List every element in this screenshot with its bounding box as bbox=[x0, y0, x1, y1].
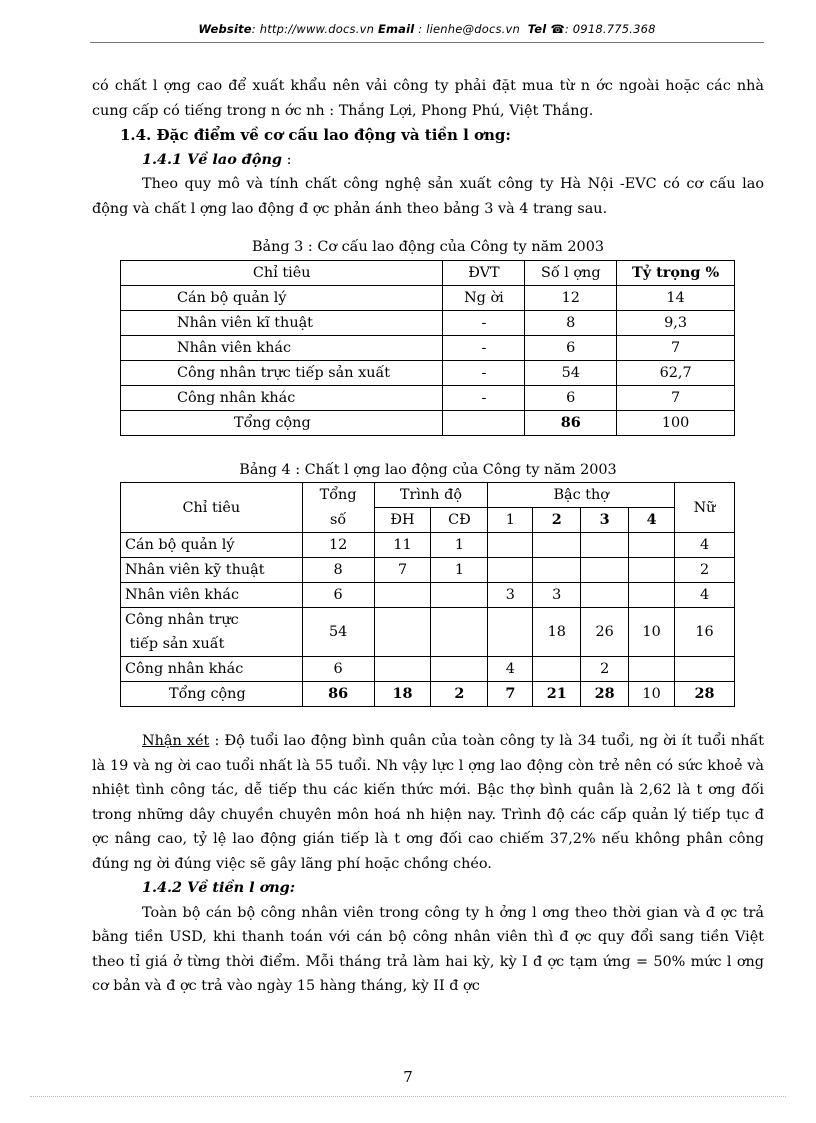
table-cell: Tổng cộng bbox=[121, 682, 303, 707]
table-cell: Nhân viên khác bbox=[121, 335, 443, 360]
table-row bbox=[121, 335, 735, 360]
table-cell bbox=[533, 533, 581, 558]
table-cell: 6 bbox=[525, 335, 617, 360]
section-heading-1-4: 1.4. Đặc điểm về cơ cấu lao động và tiền l ơng: bbox=[120, 126, 511, 144]
table-cell bbox=[581, 533, 629, 558]
table-cell bbox=[533, 657, 581, 682]
table-cell: Cán bộ quản lý bbox=[121, 533, 303, 558]
table-cell: 3 bbox=[488, 583, 533, 608]
table3-caption: Bảng 3 : Cơ cấu lao động của Công ty năm 2003 bbox=[251, 239, 605, 255]
table-header-cell: 3 bbox=[581, 508, 629, 533]
table-header-cell: ĐH bbox=[374, 508, 431, 533]
table-cell: 2 bbox=[581, 657, 629, 682]
table-cell: 86 bbox=[302, 682, 374, 707]
table-header-row bbox=[121, 260, 735, 285]
website-value: : http://www.docs.vn bbox=[251, 22, 375, 36]
table-cell: Công nhân khác bbox=[121, 385, 443, 410]
table-header-cell: Bậc thợ bbox=[488, 483, 675, 508]
table-cell bbox=[431, 608, 488, 657]
table-cell: 7 bbox=[374, 558, 431, 583]
paragraph-3: Toàn bộ cán bộ công nhân viên trong công ty h ởng l ơng theo thời gian và đ ợc trả bằng tiền USD, khi thanh toán với cán bộ công nhân viên thì đ ợc quy đổi sang tiền Việt theo tỉ giá ở từng thời điểm. Mỗi tháng trả làm hai kỳ, kỳ I đ ợc tạm ứng = 50% mức l ơng cơ bản và đ ợc trả vào ngày 15 hàng tháng, kỳ II đ ợc bbox=[92, 904, 764, 994]
table-cell: Công nhân trực tiếp sản xuất bbox=[121, 360, 443, 385]
table-cell: 28 bbox=[675, 682, 735, 707]
table-header-cell: CĐ bbox=[431, 508, 488, 533]
table-cell: 12 bbox=[302, 533, 374, 558]
table-cell bbox=[533, 558, 581, 583]
table-header-cell: Chỉ tiêu bbox=[121, 483, 303, 533]
table-header-row bbox=[121, 483, 735, 508]
tel-label: Tel bbox=[527, 22, 547, 36]
table-cell: Công nhân khác bbox=[121, 657, 303, 682]
table-header-cell: 2 bbox=[533, 508, 581, 533]
table-cell bbox=[581, 558, 629, 583]
table-cell: - bbox=[443, 310, 525, 335]
table-header-cell: số bbox=[302, 508, 374, 533]
table-row bbox=[121, 360, 735, 385]
table-header-cell: Tổng bbox=[302, 483, 374, 508]
cell-line: tiếp sản xuất bbox=[129, 636, 225, 652]
table-cell: 100 bbox=[617, 410, 735, 435]
table-cell: 2 bbox=[431, 682, 488, 707]
table-row bbox=[121, 533, 735, 558]
table-header-cell: Trình độ bbox=[374, 483, 488, 508]
table-cell: 7 bbox=[617, 335, 735, 360]
paragraph-1: có chất l ợng cao để xuất khẩu nên vải công ty phải đặt mua từ n ớc ngoài hoặc các nhà cung cấp có tiếng trong n ớc nh : Thắng Lợi, Phong Phú, Việt Thắng. bbox=[92, 78, 764, 119]
page-body bbox=[92, 74, 764, 999]
table-cell: 1 bbox=[431, 558, 488, 583]
table-cell: 4 bbox=[675, 533, 735, 558]
table-cell: Tổng cộng bbox=[121, 410, 443, 435]
table-cell: 10 bbox=[629, 682, 675, 707]
table-cell: Ng ời bbox=[443, 285, 525, 310]
table-cell: 4 bbox=[488, 657, 533, 682]
table-cell: 28 bbox=[581, 682, 629, 707]
header-divider bbox=[90, 42, 764, 43]
table-row bbox=[121, 310, 735, 335]
remark-label: Nhận xét bbox=[142, 733, 210, 749]
table-cell bbox=[431, 583, 488, 608]
table-cell: 6 bbox=[302, 657, 374, 682]
table-cell: 14 bbox=[617, 285, 735, 310]
table-cell: - bbox=[443, 360, 525, 385]
table-header-cell: Nữ bbox=[675, 483, 735, 533]
table-cell: 6 bbox=[302, 583, 374, 608]
table-header-cell: 4 bbox=[629, 508, 675, 533]
table-cell: 8 bbox=[302, 558, 374, 583]
email-label: Email bbox=[377, 22, 415, 36]
table-cell: 9,3 bbox=[617, 310, 735, 335]
subsection-colon: : bbox=[282, 151, 292, 168]
table-cell: 8 bbox=[525, 310, 617, 335]
table-cell bbox=[629, 657, 675, 682]
table-cell: 21 bbox=[533, 682, 581, 707]
table-cell bbox=[581, 583, 629, 608]
footer-divider bbox=[30, 1096, 786, 1097]
table-cell bbox=[488, 533, 533, 558]
table-cell: 10 bbox=[629, 608, 675, 657]
page-number: 7 bbox=[403, 1068, 413, 1086]
table-cell bbox=[443, 410, 525, 435]
table4-caption: Bảng 4 : Chất l ợng lao động của Công ty năm 2003 bbox=[239, 461, 617, 478]
table-cell bbox=[488, 608, 533, 657]
table-cell bbox=[488, 558, 533, 583]
table-row bbox=[121, 385, 735, 410]
table-cell bbox=[121, 608, 303, 657]
table-total-row bbox=[121, 410, 735, 435]
remark-text: : Độ tuổi lao động bình quân của toàn công ty là 34 tuổi, ng ời ít tuổi nhất là 19 và ng ời cao tuổi nhất là 55 tuổi. Nh vậy lực l ợng lao động còn trẻ nên có sức khoẻ và nhiệt tình công tác, dễ tiếp thu các kiến thức mới. Bậc thợ bình quân là 2,62 là t ơng đối trong những dây chuyền chuyên môn hoá nh hiện nay. Trình độ các cấp quản lý tiếp tục đ ợc nâng cao, tỷ lệ lao động gián tiếp là t ơng đối cao chiếm 37,2% nếu không phân công đúng ng ời đúng việc sẽ gây lãng phí hoặc chồng chéo. bbox=[92, 733, 765, 872]
table-cell: 6 bbox=[525, 385, 617, 410]
subsection-title: 1.4.1 Về lao động bbox=[142, 150, 282, 168]
table-cell: 7 bbox=[488, 682, 533, 707]
table-cell: 86 bbox=[525, 410, 617, 435]
website-label: Website bbox=[198, 22, 252, 36]
table-cell bbox=[374, 583, 431, 608]
table-cell bbox=[374, 608, 431, 657]
paragraph-2: Theo quy mô và tính chất công nghệ sản xuất công ty Hà Nội -EVC có cơ cấu lao động và chất l ợng lao động đ ợc phản ánh theo bảng 3 và 4 trang sau. bbox=[92, 176, 764, 217]
table-cell bbox=[374, 657, 431, 682]
table-cell: 11 bbox=[374, 533, 431, 558]
table-row bbox=[121, 583, 735, 608]
remark-paragraph bbox=[92, 729, 764, 876]
table-row bbox=[121, 608, 735, 657]
table-cell bbox=[431, 657, 488, 682]
tel-value: : 0918.775.368 bbox=[564, 22, 656, 36]
table-header-cell: Chỉ tiêu bbox=[121, 260, 443, 285]
table-cell bbox=[629, 583, 675, 608]
table-4 bbox=[120, 482, 735, 707]
email-value: : lienhe@docs.vn bbox=[418, 22, 521, 36]
table-header-cell: 1 bbox=[488, 508, 533, 533]
subsection-heading-1-4-1 bbox=[142, 148, 764, 173]
subsection-heading-1-4-2: 1.4.2 Về tiền l ơng: bbox=[142, 879, 296, 896]
table-header-cell: Số l ợng bbox=[525, 260, 617, 285]
table-total-row bbox=[121, 682, 735, 707]
table-cell: Nhân viên khác bbox=[121, 583, 303, 608]
table-cell: 62,7 bbox=[617, 360, 735, 385]
table-cell bbox=[675, 657, 735, 682]
table-cell: 18 bbox=[374, 682, 431, 707]
table-cell: 3 bbox=[533, 583, 581, 608]
table-cell: 2 bbox=[675, 558, 735, 583]
cell-line: Công nhân trực bbox=[125, 612, 239, 628]
table-cell: Cán bộ quản lý bbox=[121, 285, 443, 310]
table-cell: Nhân viên kĩ thuật bbox=[121, 310, 443, 335]
table-cell: 54 bbox=[525, 360, 617, 385]
table-cell: 16 bbox=[675, 608, 735, 657]
table-cell: 7 bbox=[617, 385, 735, 410]
table-header-cell: ĐVT bbox=[443, 260, 525, 285]
table-row bbox=[121, 285, 735, 310]
page-header bbox=[90, 22, 764, 36]
table-row bbox=[121, 558, 735, 583]
table-cell: 26 bbox=[581, 608, 629, 657]
phone-icon: ☎ bbox=[550, 22, 565, 36]
table-cell: 12 bbox=[525, 285, 617, 310]
table-cell: 18 bbox=[533, 608, 581, 657]
table-row bbox=[121, 657, 735, 682]
table-cell: Nhân viên kỹ thuật bbox=[121, 558, 303, 583]
table-header-cell: Tỷ trọng % bbox=[617, 260, 735, 285]
table-cell bbox=[629, 533, 675, 558]
table-cell: 1 bbox=[431, 533, 488, 558]
table-cell: - bbox=[443, 385, 525, 410]
table-cell: 4 bbox=[675, 583, 735, 608]
table-cell: - bbox=[443, 335, 525, 360]
table-cell bbox=[629, 558, 675, 583]
table-cell: 54 bbox=[302, 608, 374, 657]
table-3 bbox=[120, 260, 735, 436]
